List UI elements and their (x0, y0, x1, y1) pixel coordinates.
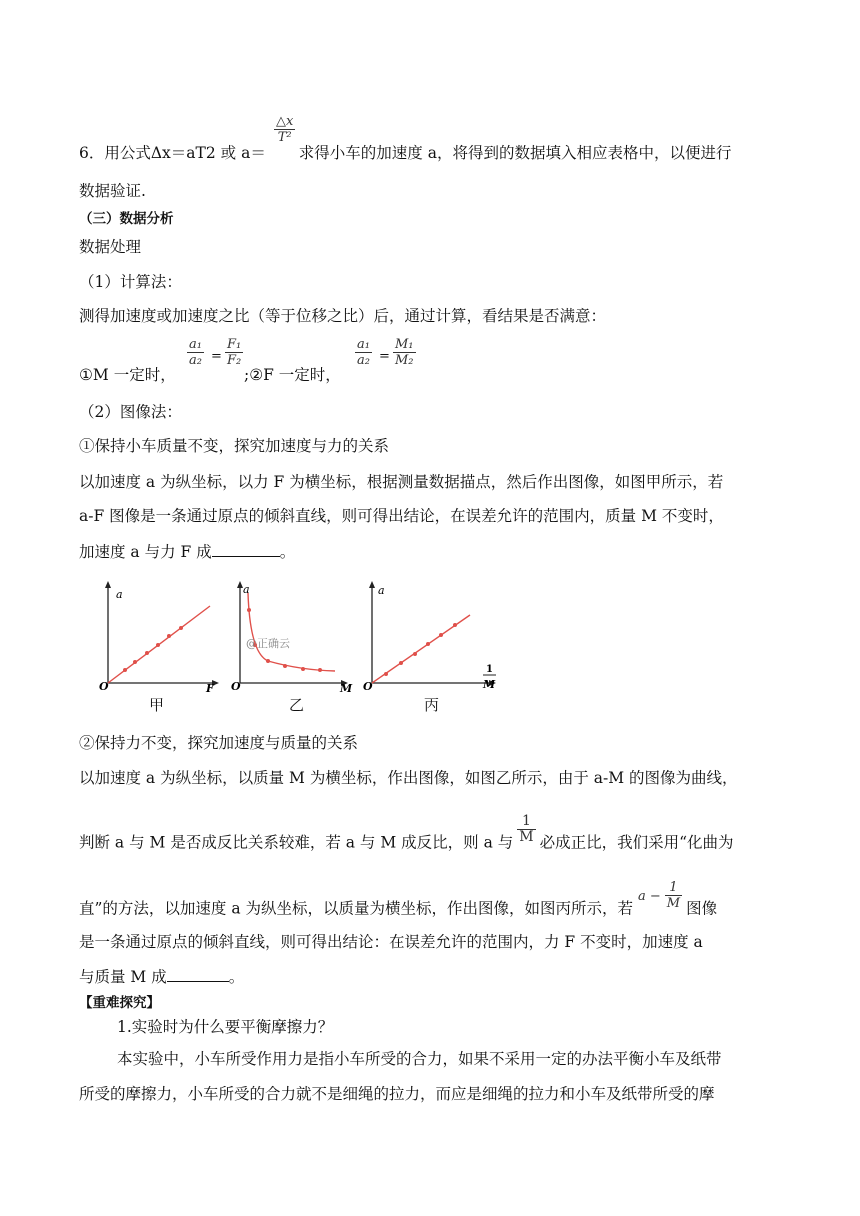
item-6-line-1: 6．用公式Δx＝aT2 或 a＝ 求得小车的加速度 a，将得到的数据填入相应表格中，以便进行 (79, 144, 732, 162)
caption-jia: 甲 (149, 696, 165, 714)
answer-1-line-1: 本实验中，小车所受作用力是指小车所受的合力，如果不采用一定的办法平衡小车及纸带 (117, 1050, 722, 1068)
para-2-line-4: 是一条通过原点的倾斜直线，则可得出结论：在误差允许的范围内，力 F 不变时，加速度 a (79, 933, 703, 951)
para-1-line-3: 加速度 a 与力 F 成 。 (79, 540, 295, 563)
a-minus-one-over-m: $\frac{1}{M}$ (666, 880, 681, 911)
origin-label: O (99, 680, 109, 693)
ratio-a1-a2: a₁ a₂ (189, 337, 202, 368)
para-2-line-5: 与质量 M 成 。 (79, 965, 244, 988)
method-1-title: （1）计算法： (79, 273, 182, 291)
origin-label: O (231, 680, 241, 693)
y-axis-label: a (116, 588, 123, 601)
x-axis-label: F (206, 682, 214, 693)
focus-heading: 【重难探究】 (79, 995, 160, 1011)
ratio-a1-a2-second: a₁ a₂ (357, 337, 370, 368)
answer-blank-2[interactable] (167, 965, 229, 982)
answer-1-line-2: 所受的摩擦力，小车所受的合力就不是细绳的拉力，而应是细绳的拉力和小车及纸带所受的摩 (79, 1085, 715, 1103)
fit-curve (248, 593, 335, 671)
item-6-line-2: 数据验证. (79, 182, 146, 200)
answer-blank-1[interactable] (212, 540, 280, 557)
method-1-desc: 测得加速度或加速度之比（等于位移之比）后，通过计算，看结果是否满意： (79, 307, 607, 325)
x-axis-label: M (340, 682, 353, 693)
origin-label: O (363, 680, 373, 693)
question-1: 1.实验时为什么要平衡摩擦力？ (117, 1018, 334, 1036)
caption-yi: 乙 (289, 696, 305, 714)
one-over-m-fraction: $\frac{1}{M}$ (519, 813, 534, 845)
para-1-line-2: a-F 图像是一条通过原点的倾斜直线，则可得出结论，在误差允许的范围内，质量 M 不变时， (79, 507, 724, 525)
graph-yi (230, 578, 355, 693)
y-axis-label: a (243, 583, 250, 596)
method-2-sub-1: ①保持小车质量不变，探究加速度与力的关系 (79, 437, 390, 455)
para-2-line-3: 直”的方法，以加速度 a 为纵坐标，以质量为横坐标，作出图像，如图丙所示，若 $^{a -}$ $\frac{1}{M}$ 图像 (79, 880, 718, 918)
data-processing-label: 数据处理 (79, 238, 142, 256)
method-2-sub-2: ②保持力不变，探究加速度与质量的关系 (79, 734, 359, 752)
watermark-text: @正确云 (246, 637, 290, 650)
method-2-title: （2）图像法： (79, 403, 182, 421)
x-axis-den: M (483, 678, 496, 691)
x-axis-num: 1 (486, 664, 493, 675)
para-2-line-2: 判断 a 与 M 是否成反比关系较难，若 a 与 M 成反比，则 a 与 $\frac{1}{M}$ 必成正比，我们采用“化曲为 (79, 813, 734, 852)
y-axis-label: a (378, 584, 385, 597)
ratio-m1-m2: M₁ M₂ (395, 337, 414, 368)
fraction-numerator: △x (276, 114, 294, 129)
para-2-line-1: 以加速度 a 为纵坐标，以质量 M 为横坐标，作出图像，如图乙所示，由于 a-M 的图像为曲线， (79, 769, 738, 787)
para-1-line-1: 以加速度 a 为纵坐标，以力 F 为横坐标，根据测量数据描点，然后作出图像，如图甲所示，若 (79, 473, 724, 491)
section-heading: （三）数据分析 (79, 211, 174, 227)
graph-bing (362, 578, 502, 693)
delta-x-fraction (272, 114, 297, 145)
graph-jia (98, 578, 220, 693)
fraction-denominator: T² (277, 130, 292, 145)
caption-bing: 丙 (424, 696, 440, 714)
ratio-f1-f2: F₁ F₂ (227, 337, 242, 368)
